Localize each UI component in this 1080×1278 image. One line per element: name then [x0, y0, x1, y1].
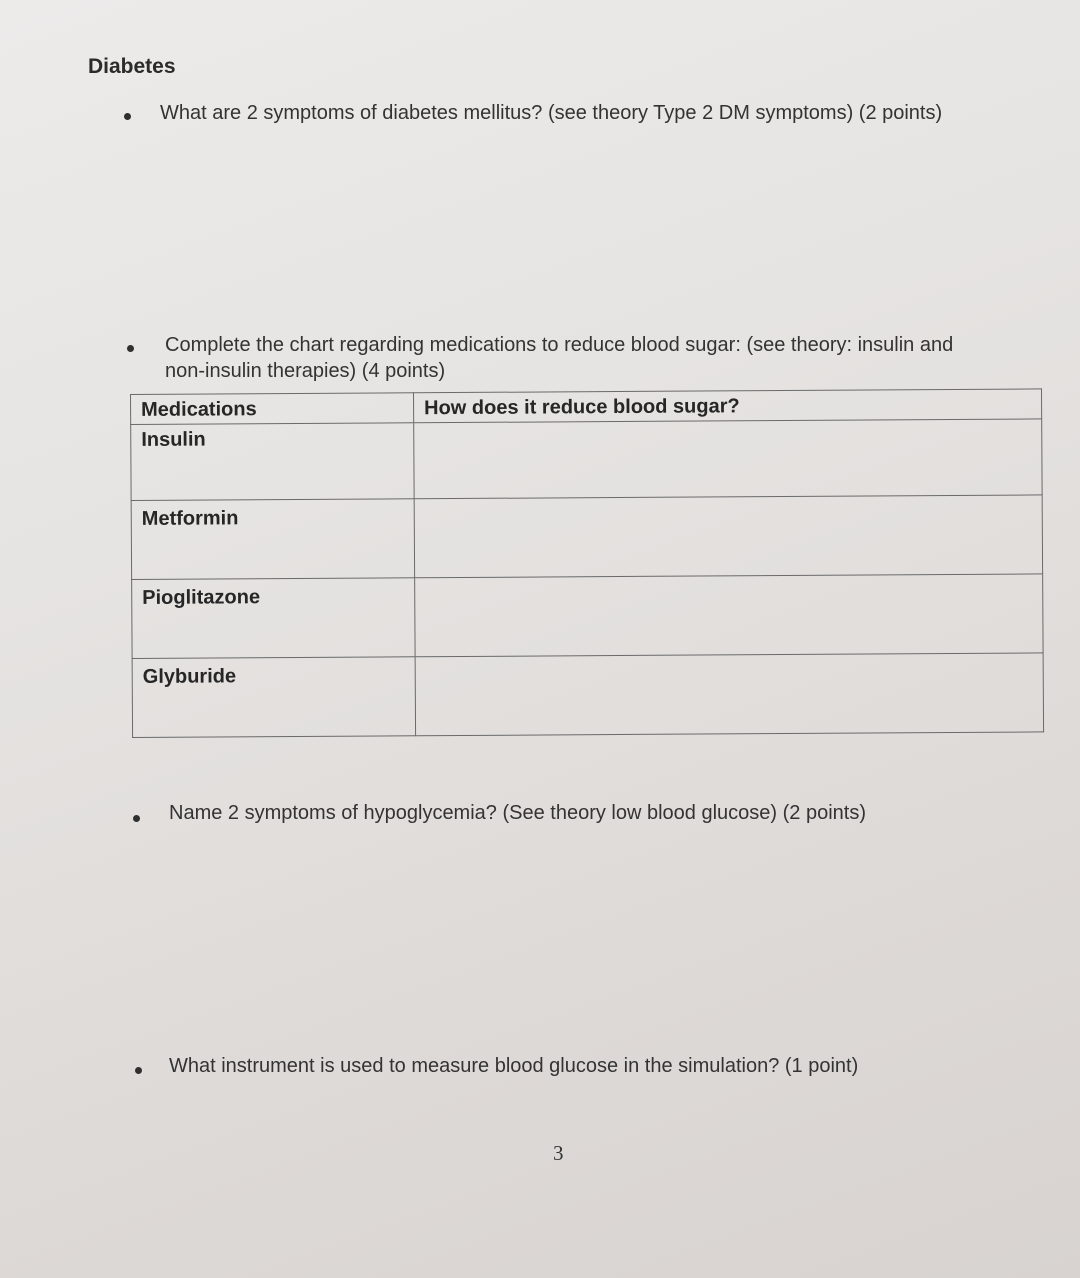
section-heading: Diabetes	[88, 55, 176, 78]
medication-cell: Insulin	[131, 423, 414, 501]
medication-cell: Metformin	[131, 499, 414, 580]
medication-cell: Glyburide	[132, 657, 415, 738]
bullet-dot	[124, 113, 131, 120]
table-row	[131, 495, 1042, 580]
medication-cell: Pioglitazone	[132, 578, 415, 659]
header-how-reduce: How does it reduce blood sugar?	[413, 389, 1041, 423]
answer-cell[interactable]	[414, 495, 1042, 578]
question-hypoglycemia-symptoms: Name 2 symptoms of hypoglycemia? (See theory low blood glucose) (2 points)	[169, 802, 866, 824]
medication-table	[130, 388, 1044, 738]
answer-cell[interactable]	[415, 574, 1043, 657]
question-medication-chart: Complete the chart regarding medications to reduce blood sugar: (see theory: insulin and non-insulin therapies) (4 points)	[165, 334, 954, 382]
bullet-dot	[135, 1067, 142, 1074]
bullet-dot	[127, 345, 134, 352]
header-medications: Medications	[131, 393, 414, 425]
table-row	[132, 574, 1043, 659]
table-row	[132, 653, 1043, 738]
bullet-dot	[133, 815, 140, 822]
question-glucose-instrument: What instrument is used to measure blood glucose in the simulation? (1 point)	[169, 1055, 859, 1077]
table-row	[131, 419, 1042, 501]
question-diabetes-symptoms: What are 2 symptoms of diabetes mellitus? (see theory Type 2 DM symptoms) (2 points)	[160, 102, 943, 124]
answer-cell[interactable]	[414, 419, 1042, 499]
answer-cell[interactable]	[415, 653, 1043, 736]
page-number: 3	[553, 1141, 564, 1165]
